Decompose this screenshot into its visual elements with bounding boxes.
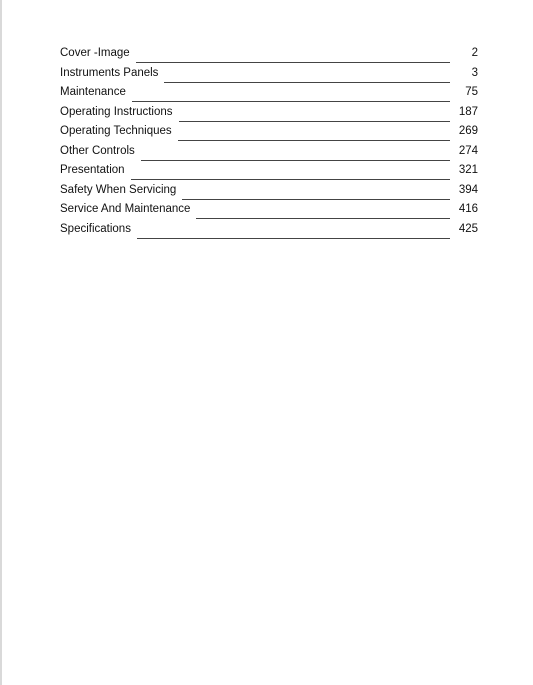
toc-entry-title[interactable]: Other Controls bbox=[60, 144, 135, 157]
toc-leader-line bbox=[196, 201, 450, 219]
toc-entry-maintenance[interactable] bbox=[60, 84, 478, 104]
toc-entry-instruments-panels[interactable] bbox=[60, 65, 478, 85]
toc-leader-line bbox=[179, 104, 450, 122]
toc-entry-page-number[interactable]: 269 bbox=[458, 125, 478, 137]
toc-entry-cover-image[interactable] bbox=[60, 45, 478, 65]
toc-entry-title[interactable]: Presentation bbox=[60, 164, 125, 176]
toc-entry-other-controls[interactable] bbox=[60, 143, 478, 163]
toc-entry-presentation[interactable] bbox=[60, 162, 478, 182]
toc-entry-page-number[interactable]: 187 bbox=[458, 105, 478, 118]
toc-entry-specifications[interactable] bbox=[60, 221, 478, 241]
toc-entry-page-number[interactable]: 394 bbox=[458, 183, 478, 196]
toc-entry-title[interactable]: Operating Instructions bbox=[60, 105, 173, 118]
toc-entry-title[interactable]: Service And Maintenance bbox=[60, 203, 191, 215]
toc-entry-title[interactable]: Operating Techniques bbox=[60, 125, 172, 137]
toc-entry-title[interactable]: Instruments Panels bbox=[60, 66, 159, 79]
toc-leader-line bbox=[164, 65, 450, 83]
toc-leader-line bbox=[178, 123, 450, 141]
toc-entry-title[interactable]: Specifications bbox=[60, 222, 131, 235]
toc-leader-line bbox=[182, 182, 450, 200]
toc-entry-page-number[interactable]: 416 bbox=[458, 203, 478, 215]
toc-entry-page-number[interactable]: 75 bbox=[465, 86, 478, 98]
toc-leader-line bbox=[141, 143, 450, 161]
toc-entry-title[interactable]: Maintenance bbox=[60, 86, 126, 98]
toc-entry-operating-techniques[interactable] bbox=[60, 123, 478, 143]
toc-leader-line bbox=[137, 221, 450, 239]
toc-entry-title[interactable]: Safety When Servicing bbox=[60, 183, 177, 196]
toc-entry-page-number[interactable]: 425 bbox=[458, 222, 478, 235]
toc-leader-line bbox=[131, 162, 450, 180]
toc-leader-line bbox=[132, 84, 450, 102]
toc-entry-service-and-maintenance[interactable] bbox=[60, 201, 478, 221]
toc-entry-page-number[interactable]: 3 bbox=[471, 66, 478, 79]
toc-entry-title[interactable]: Cover -Image bbox=[60, 47, 130, 59]
toc-entry-page-number[interactable]: 274 bbox=[458, 144, 478, 157]
toc-entry-safety-when-servicing[interactable] bbox=[60, 182, 478, 202]
toc-entry-page-number[interactable]: 321 bbox=[458, 164, 478, 176]
document-page bbox=[2, 0, 533, 685]
toc-entry-operating-instructions[interactable] bbox=[60, 104, 478, 124]
toc-entry-page-number[interactable]: 2 bbox=[471, 47, 478, 59]
table-of-contents bbox=[60, 45, 478, 240]
toc-leader-line bbox=[136, 45, 450, 63]
